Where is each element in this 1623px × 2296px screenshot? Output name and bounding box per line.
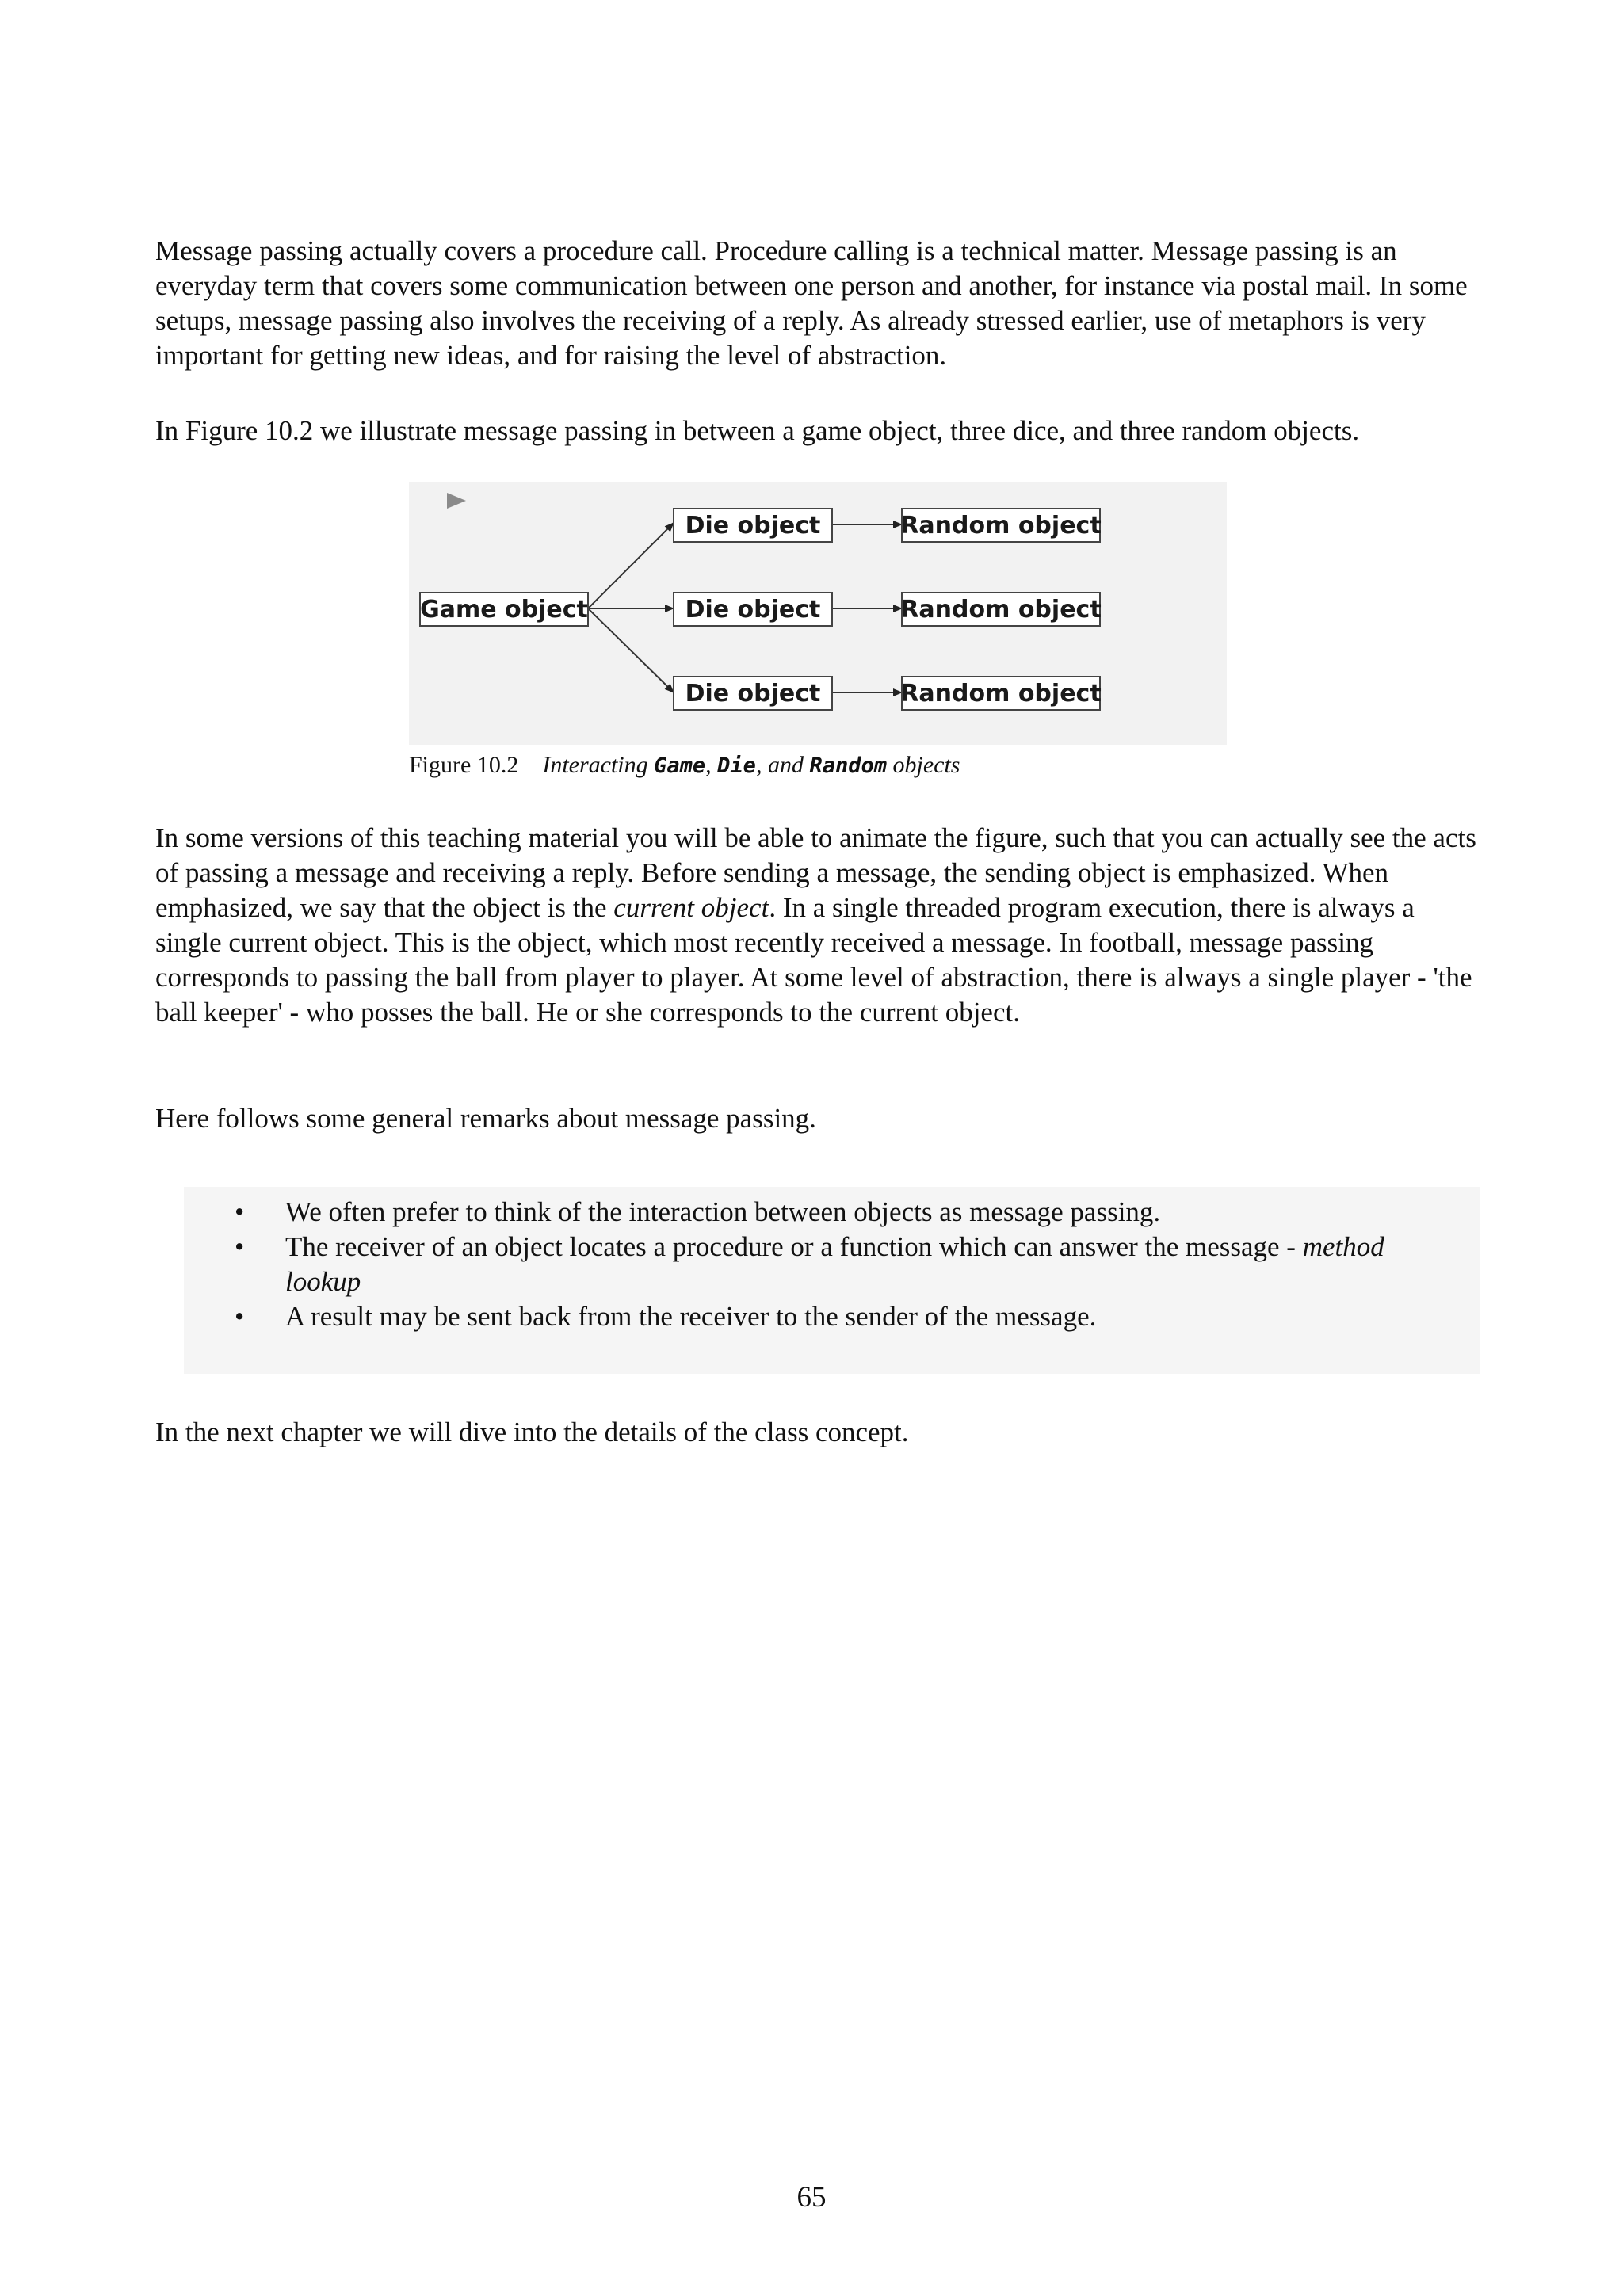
figure-message-passing-diagram [409, 482, 1227, 745]
caption-sep-1: , [705, 752, 718, 778]
die-object-box-1[interactable] [674, 509, 832, 542]
caption-game-code: Game [654, 753, 706, 778]
random-object-box-1[interactable] [900, 509, 1101, 542]
remark-text: The receiver of an object locates a procedure or a function which can answer the message - [285, 1231, 1303, 1262]
page-number: 65 [796, 2181, 827, 2214]
caption-die-code: Die [717, 753, 756, 778]
list-item [184, 1299, 1458, 1334]
paragraph-animation [155, 821, 1484, 1030]
bullet-icon: • [235, 1301, 245, 1332]
bullet-icon: • [235, 1231, 245, 1262]
figure-caption [409, 751, 960, 780]
random-object-box-2[interactable] [900, 593, 1101, 626]
play-icon[interactable] [447, 493, 466, 509]
paragraph-animation-part-2: . In a single threaded program execution, there is always a single current object. This is the object, which most recently received a message. In football, message passing corresponds to passing the ball from player to player. At some level of abstraction, there is always a single player - 'the ball keeper' - who posses the ball. He or she corresponds to the current object. [155, 892, 1472, 1028]
arrow-game-to-die-1 [588, 523, 674, 608]
die-object-box-3[interactable] [674, 677, 832, 710]
random-object-label: Random object [900, 512, 1102, 540]
die-object-label: Die object [685, 596, 821, 624]
random-object-label: Random object [900, 680, 1102, 707]
caption-sep-2: , and [755, 752, 810, 778]
die-object-label: Die object [685, 680, 821, 707]
paragraph-next-chapter: In the next chapter we will dive into the details of the class concept. [155, 1417, 909, 1447]
die-object-label: Die object [685, 512, 821, 540]
caption-suffix: objects [887, 752, 960, 778]
game-object-box[interactable] [420, 593, 588, 626]
paragraph-remarks-intro: Here follows some general remarks about message passing. [155, 1103, 816, 1134]
diagram-svg [409, 482, 1227, 745]
method-lookup-term: method lookup [285, 1231, 1384, 1297]
paragraph-figure-reference: In Figure 10.2 we illustrate message passing in between a game object, three dice, and three random objects. [155, 415, 1360, 446]
arrow-game-to-die-3 [588, 608, 674, 692]
caption-prefix: Interacting [542, 752, 655, 778]
list-item [184, 1195, 1458, 1230]
paragraph-intro: Message passing actually covers a procedure call. Procedure calling is a technical matter. Message passing is an everyday term that covers some communication between one person and another, for instance via postal mail. In some setups, message passing also involves the receiving of a reply. As already stressed earlier, use of metaphors is very important for getting new ideas, and for raising the level of abstraction. [155, 235, 1468, 371]
remarks-list [184, 1195, 1458, 1334]
remark-text: A result may be sent back from the receiver to the sender of the message. [285, 1301, 1097, 1332]
game-object-label: Game object [420, 596, 588, 624]
list-item [184, 1230, 1458, 1299]
random-object-box-3[interactable] [900, 677, 1101, 710]
remarks-box [184, 1187, 1480, 1374]
die-object-box-2[interactable] [674, 593, 832, 626]
current-object-term: current object [613, 892, 769, 923]
bullet-icon: • [235, 1196, 245, 1227]
random-object-label: Random object [900, 596, 1102, 624]
remark-text: We often prefer to think of the interaction between objects as message passing. [285, 1196, 1161, 1227]
caption-random-code: Random [809, 753, 887, 778]
paragraph-animation-part-1: In some versions of this teaching material you will be able to animate the figure, such that you can actually see the acts of passing a message and receiving a reply. Before sending a message, the sending object is emphasized. When emphasized, we say that the object is the [155, 822, 1476, 923]
caption-number: Figure 10.2 [409, 752, 519, 778]
